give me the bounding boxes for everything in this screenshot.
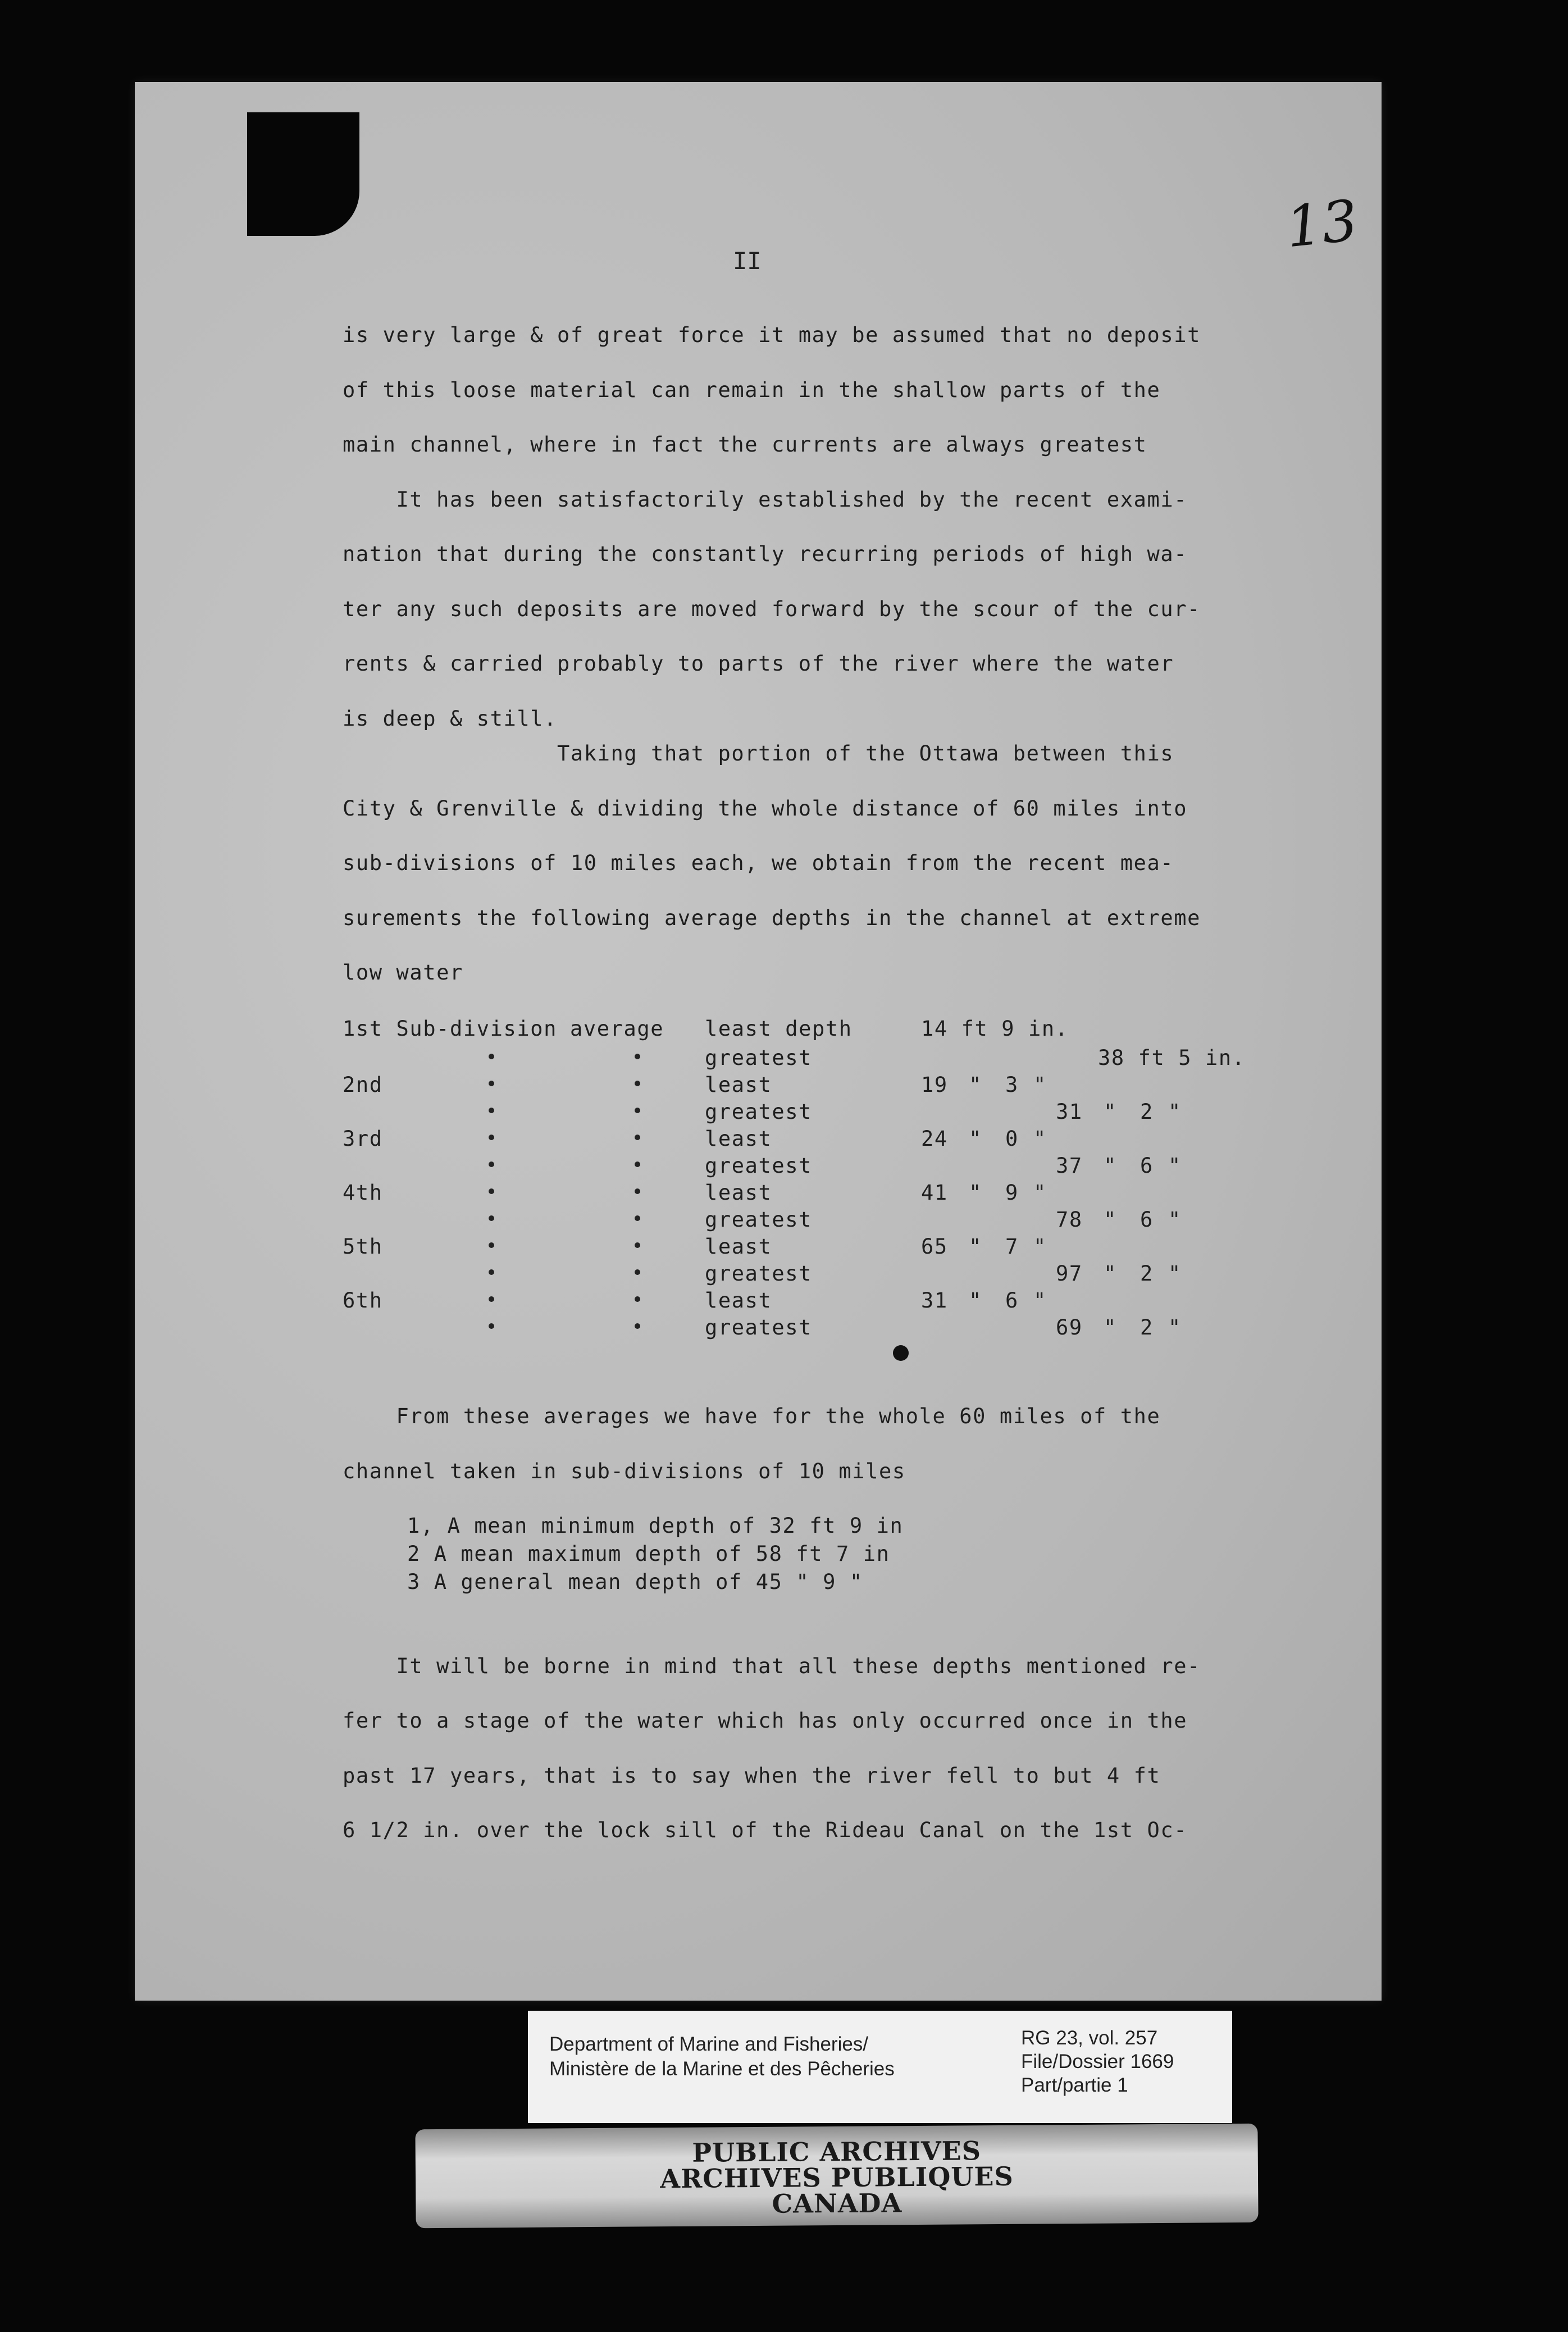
row-feet: 31 <box>1056 1100 1083 1124</box>
record-group: RG 23, vol. 257 <box>1021 2027 1158 2049</box>
text-line: main channel, where in fact the currents are always greatest <box>343 432 1147 457</box>
public-archives-stamp <box>415 2124 1258 2228</box>
ditto-inches: " <box>1168 1154 1182 1178</box>
text-line: sub-divisions of 10 miles each, we obtain from the recent mea- <box>343 851 1174 875</box>
ditto-dot <box>489 1054 494 1059</box>
row-kind: greatest <box>705 1154 813 1178</box>
ditto-feet: " <box>1104 1100 1117 1124</box>
text-line: 6 1/2 in. over the lock sill of the Rideau Canal on the 1st Oc- <box>343 1818 1188 1842</box>
ditto-dot <box>489 1188 494 1194</box>
row-kind: greatest <box>705 1046 813 1070</box>
text-line: surements the following average depths in the channel at extreme <box>343 906 1201 930</box>
ink-blot <box>893 1345 909 1361</box>
stamp-text <box>416 2136 1259 2219</box>
ditto-dot <box>489 1269 494 1275</box>
row-inches: 9 <box>1005 1181 1019 1205</box>
ditto-dot <box>489 1323 494 1329</box>
row-label: 4th <box>343 1181 383 1205</box>
ditto-dot <box>635 1215 640 1221</box>
row-inches: 3 <box>1005 1073 1019 1097</box>
ditto-feet: " <box>969 1073 982 1097</box>
row-feet: 24 <box>921 1127 948 1151</box>
row-kind: least <box>705 1127 772 1151</box>
ditto-dot <box>635 1296 640 1302</box>
page-number: II <box>733 247 762 275</box>
row-label: 5th <box>343 1235 383 1259</box>
ditto-inches: " <box>1033 1073 1047 1097</box>
row-kind: greatest <box>705 1315 813 1340</box>
text-line: low water <box>343 960 463 985</box>
ditto-dot <box>635 1108 640 1113</box>
text-line: nation that during the constantly recurring periods of high wa- <box>343 542 1188 566</box>
stamp-line: ARCHIVES PUBLIQUES <box>660 2161 1014 2194</box>
ditto-inches: " <box>1033 1288 1047 1313</box>
mean-item: 2 A mean maximum depth of 58 ft 7 in <box>407 1542 890 1566</box>
ditto-dot <box>489 1135 494 1140</box>
ditto-dot <box>635 1188 640 1194</box>
row-kind: greatest <box>705 1100 813 1124</box>
row-inches: 2 <box>1140 1261 1154 1286</box>
row-inches: 2 <box>1140 1315 1154 1340</box>
row-kind: least <box>705 1073 772 1097</box>
row-kind: least <box>705 1181 772 1205</box>
ditto-dot <box>489 1108 494 1113</box>
ditto-feet: " <box>1104 1261 1117 1286</box>
text-line: rents & carried probably to parts of the river where the water <box>343 652 1174 676</box>
ditto-inches: " <box>1168 1208 1182 1232</box>
row-feet: 19 <box>921 1073 948 1097</box>
text-line: of this loose material can remain in the shallow parts of the <box>343 378 1161 402</box>
ditto-inches: " <box>1168 1315 1182 1340</box>
ditto-feet: " <box>1104 1208 1117 1232</box>
ditto-inches: " <box>1033 1127 1047 1151</box>
row-inches: 7 <box>1005 1235 1019 1259</box>
row-feet: 41 <box>921 1181 948 1205</box>
ditto-inches: " <box>1033 1181 1047 1205</box>
archive-label-department <box>549 2032 895 2082</box>
ditto-dot <box>489 1081 494 1086</box>
ditto-dot <box>489 1215 494 1221</box>
ditto-feet: " <box>1104 1154 1117 1178</box>
table-header-subdivision: 1st Sub-division <box>343 1017 558 1041</box>
ditto-dot <box>489 1242 494 1248</box>
ditto-dot <box>489 1162 494 1167</box>
ditto-dot <box>635 1054 640 1059</box>
ditto-dot <box>635 1135 640 1140</box>
archive-label-reference <box>1021 2026 1174 2097</box>
text-line: It will be borne in mind that all these depths mentioned re- <box>343 1654 1201 1678</box>
text-line: ter any such deposits are moved forward by the scour of the cur- <box>343 597 1201 621</box>
ditto-dot <box>635 1162 640 1167</box>
department-en: Department of Marine and Fisheries/ <box>549 2033 869 2055</box>
text-line: Taking that portion of the Ottawa between this <box>343 741 1174 766</box>
text-line: past 17 years, that is to say when the river fell to but 4 ft <box>343 1764 1161 1788</box>
ditto-dot <box>635 1323 640 1329</box>
mean-item: 3 A general mean depth of 45 " 9 " <box>407 1570 863 1594</box>
stamp-line: CANADA <box>772 2188 902 2219</box>
archive-label <box>528 2011 1232 2123</box>
row-feet: 37 <box>1056 1154 1083 1178</box>
row-feet: 65 <box>921 1235 948 1259</box>
ditto-inches: " <box>1033 1235 1047 1259</box>
ditto-dot <box>489 1296 494 1302</box>
row-feet: 31 <box>921 1288 948 1313</box>
part-number: Part/partie 1 <box>1021 2074 1128 2096</box>
row-label: 6th <box>343 1288 383 1313</box>
row-inches: 0 <box>1005 1127 1019 1151</box>
row-kind: greatest <box>705 1261 813 1286</box>
text-line: channel taken in sub-divisions of 10 miles <box>343 1459 906 1483</box>
row-inches: 2 <box>1140 1100 1154 1124</box>
ditto-dot <box>635 1081 640 1086</box>
text-line: is deep & still. <box>343 707 558 731</box>
stamp-line: PUBLIC ARCHIVES <box>692 2135 982 2168</box>
ditto-dot <box>635 1242 640 1248</box>
row-inches: 6 <box>1005 1288 1019 1313</box>
row-inches: 6 <box>1140 1208 1154 1232</box>
ditto-dot <box>635 1269 640 1275</box>
torn-corner <box>247 112 359 236</box>
folio-number: 13 <box>1283 187 1361 261</box>
ditto-feet: " <box>1104 1315 1117 1340</box>
mean-item: 1, A mean minimum depth of 32 ft 9 in <box>407 1514 904 1538</box>
table-header-first-greatest: 38 ft 5 in. <box>1098 1046 1246 1070</box>
row-kind: least <box>705 1288 772 1313</box>
text-line: City & Grenville & dividing the whole distance of 60 miles into <box>343 796 1188 821</box>
text-line: fer to a stage of the water which has only occurred once in the <box>343 1709 1188 1733</box>
ditto-inches: " <box>1168 1100 1182 1124</box>
text-line: is very large & of great force it may be assumed that no deposit <box>343 323 1201 347</box>
ditto-feet: " <box>969 1127 982 1151</box>
row-feet: 97 <box>1056 1261 1083 1286</box>
table-header-least-depth: least depth <box>705 1017 853 1041</box>
row-feet: 69 <box>1056 1315 1083 1340</box>
row-inches: 6 <box>1140 1154 1154 1178</box>
table-header-first-least: 14 ft 9 in. <box>921 1017 1069 1041</box>
file-number: File/Dossier 1669 <box>1021 2051 1174 2073</box>
table-header-average: average <box>570 1017 664 1041</box>
row-label: 2nd <box>343 1073 383 1097</box>
row-kind: greatest <box>705 1208 813 1232</box>
text-line: From these averages we have for the whole 60 miles of the <box>343 1404 1161 1428</box>
row-kind: least <box>705 1235 772 1259</box>
text-line: It has been satisfactorily established by the recent exami- <box>343 488 1188 512</box>
ditto-feet: " <box>969 1181 982 1205</box>
ditto-inches: " <box>1168 1261 1182 1286</box>
ditto-feet: " <box>969 1288 982 1313</box>
row-feet: 78 <box>1056 1208 1083 1232</box>
department-fr: Ministère de la Marine et des Pêcheries <box>549 2058 895 2080</box>
row-label: 3rd <box>343 1127 383 1151</box>
ditto-feet: " <box>969 1235 982 1259</box>
